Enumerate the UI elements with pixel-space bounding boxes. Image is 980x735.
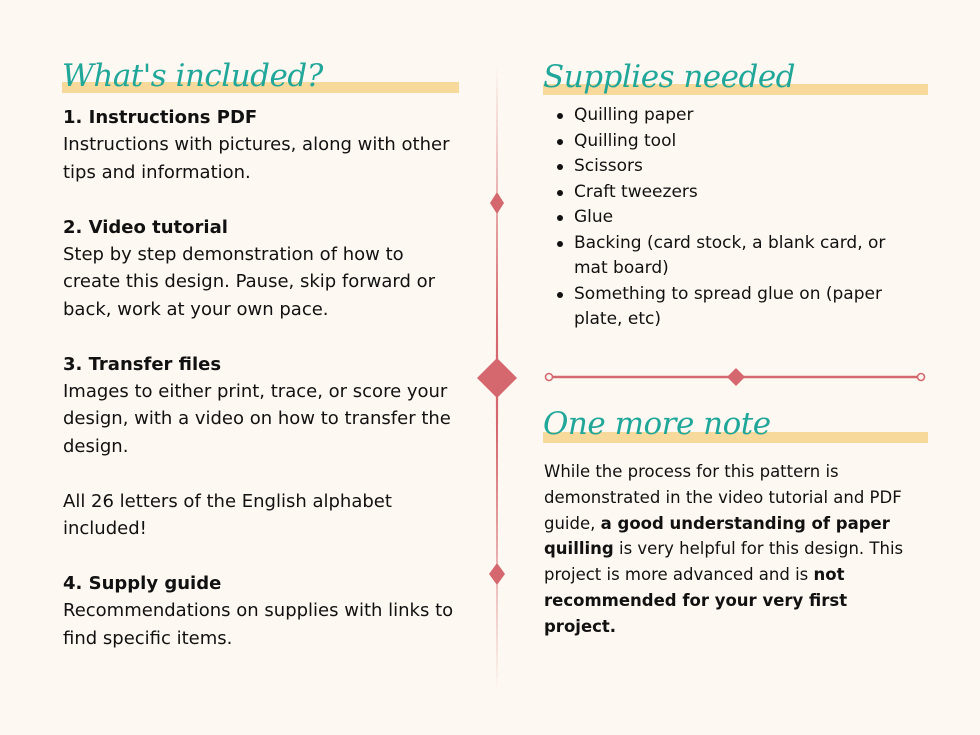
list-item: Backing (card stock, a blank card, or mat board) bbox=[544, 231, 924, 282]
list-item: Quilling paper bbox=[544, 103, 924, 129]
list-item: Quilling tool bbox=[544, 129, 924, 155]
included-item-body: All 26 letters of the English alphabet included! bbox=[63, 490, 392, 540]
note-heading: One more note bbox=[543, 406, 771, 442]
note-text: While the process for this pattern is demonstrated in the video tutorial and PDF guide, bbox=[544, 462, 902, 533]
divider-center-diamond bbox=[727, 368, 745, 386]
included-item bbox=[63, 570, 463, 652]
included-list bbox=[63, 104, 463, 679]
included-item-title: 4. Supply guide bbox=[63, 572, 222, 594]
included-item bbox=[63, 351, 463, 461]
note-heading-block bbox=[543, 404, 928, 444]
included-item bbox=[63, 214, 463, 324]
supplies-list bbox=[544, 103, 924, 333]
list-item: Craft tweezers bbox=[544, 180, 924, 206]
supplies-heading-block bbox=[543, 57, 928, 97]
included-item bbox=[63, 488, 463, 543]
list-item: Scissors bbox=[544, 154, 924, 180]
included-item-title: 1. Instructions PDF bbox=[63, 107, 258, 128]
included-heading: What's included? bbox=[62, 58, 323, 94]
included-item-title: 2. Video tutorial bbox=[63, 216, 228, 238]
included-item-body: Step by step demonstration of how to create this design. Pause, skip forward or back, work at your own pace. bbox=[63, 244, 436, 320]
note-emphasis: not recommended for your very first project. bbox=[544, 565, 848, 636]
included-item bbox=[63, 104, 463, 186]
note-text: is very helpful for this design. This project is more advanced and is bbox=[544, 539, 904, 585]
divider-end-right bbox=[918, 374, 925, 381]
list-item: Something to spread glue on (paper plate, etc) bbox=[544, 282, 924, 333]
note-paragraph bbox=[544, 459, 924, 640]
included-item-title: 3. Transfer files bbox=[63, 353, 222, 375]
included-item-body: Images to either print, trace, or score your design, with a video on how to transfer the design. bbox=[63, 381, 451, 457]
included-item-body: Recommendations on supplies with links to find specific items. bbox=[63, 600, 454, 649]
included-item-body: Instructions with pictures, along with other tips and information. bbox=[63, 134, 450, 183]
included-heading-block bbox=[62, 56, 459, 96]
list-item: Glue bbox=[544, 205, 924, 231]
divider-end-left bbox=[546, 374, 553, 381]
supplies-heading: Supplies needed bbox=[543, 59, 796, 95]
note-emphasis: a good understanding of paper quilling bbox=[544, 513, 890, 559]
